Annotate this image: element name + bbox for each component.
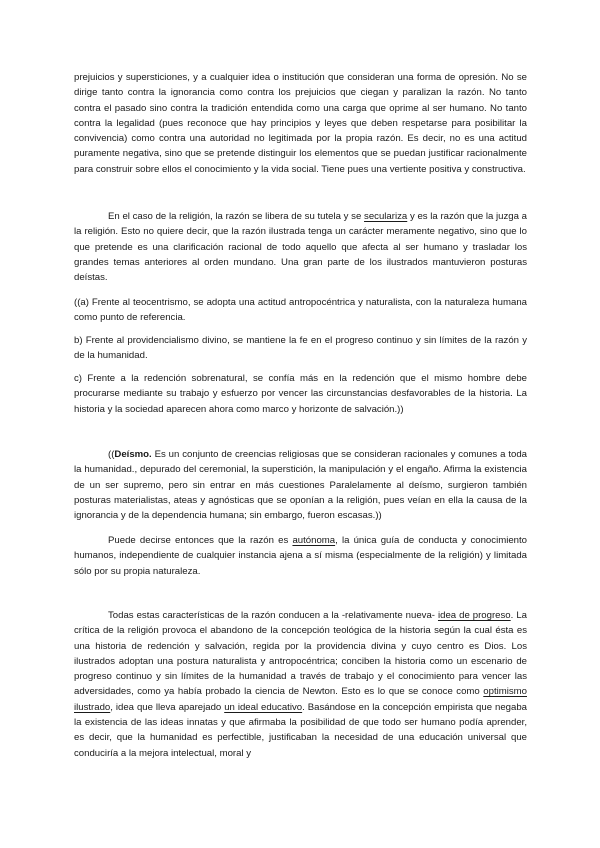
underlined-term: un ideal educativo: [224, 701, 303, 713]
paragraph-1: [74, 70, 527, 177]
underlined-term: optimismo ilustrado: [74, 686, 527, 713]
text-segment: b) Frente al providencialismo divino, se mantiene la fe en el progreso continuo y sin límites de la razón y de la humanidad.: [74, 335, 527, 362]
text-segment: c) Frente a la redención sobrenatural, se confía más en la redención que el mismo hombre debe procurarse mediante su trabajo y esfuerzo por vencer las circunstancias desfavorables de la historia. La historia y la sociedad aparecen ahora como marco y horizonte de salvación.)): [74, 373, 527, 415]
paragraph-4: [74, 333, 527, 364]
paragraph-7: [74, 533, 527, 579]
underlined-term: autónoma: [292, 535, 336, 546]
underlined-term: seculariza: [364, 211, 408, 222]
underlined-term: idea de progreso: [437, 610, 511, 621]
text-segment: En el caso de la religión, la razón se libera de su tutela y se: [108, 211, 365, 222]
paragraph-5: [74, 371, 527, 417]
text-segment: ((a) Frente al teocentrismo, se adopta una actitud antropocéntrica y naturalista, con la naturaleza humana como punto de referencia.: [74, 297, 527, 324]
bold-term: Deísmo.: [114, 449, 152, 460]
paragraph-3: [74, 295, 527, 326]
text-segment: . La crítica de la religión provoca el abandono de la concepción teológica de la historia según la cual ésta es una historia de redención y salvación, regida por la providencia divina y cuyo centro es Dios. Los ilustrados adoptan una postura naturalista y antropocéntrica; conciben la historia como un escenario de progreso continuo y sin límites de la humanidad a través de trabajo y el conocimiento para vencer las adversidades, como ya había probado la ciencia de Newton. Esto es lo que se conoce como: [74, 610, 527, 698]
text-segment: , idea que lleva aparejado: [110, 701, 225, 713]
text-segment: y es la razón que la juzga a la religión. Esto no quiere decir, que la razón ilustrada tenga un carácter meramente negativo, sino que lo que pretende es una clarificación racional de todo aquello que afecta al ser humano y trasladar los grandes temas anteriores al orden mundano. Una gran parte de los ilustrados mantuvieron posturas deístas.: [74, 211, 528, 284]
paragraph-6-deismo: [74, 447, 527, 523]
text-segment: Es un conjunto de creencias religiosas que se consideran racionales y comunes a toda la humanidad., depurado del ceremonial, la superstición, la manipulación y el engaño. Afirma la existencia de un ser supremo, pero sin entrar en más cuestiones Paralelamente al deísmo, surgieron también posturas materialistas, ateas y agnósticas que se oponían a la religión, pues veían en ella la causa de la ignorancia y de la dependencia humana; sin embargo, fueron escasas.)): [74, 449, 527, 522]
text-segment: Puede decirse entonces que la razón es: [108, 535, 293, 546]
text-segment: , la única guía de conducta y conocimiento humanos, independiente de cualquier instancia ajena a sí misma (especialmente de la religión) y limitada sólo por su propia naturaleza.: [74, 535, 527, 577]
paragraph-2: [74, 209, 527, 285]
text-segment: . Basándose en la concepción empirista que negaba la existencia de las ideas innatas y que afirmaba la posibilidad de que todo ser humano podía aprender, es decir, que la humanidad es perfectible, justificaban la necesidad de una educación universal que conduciría a la mejora intelectual, moral y: [74, 701, 527, 759]
paragraph-8: [74, 608, 527, 761]
text-segment: ((: [108, 449, 115, 460]
text-segment: Todas estas características de la razón conducen a la -relativamente nueva-: [108, 610, 438, 621]
text-segment: prejuicios y supersticiones, y a cualquier idea o institución que consideran una forma de opresión. No se dirige tanto contra la ignorancia como contra los prejuicios que ciegan y paralizan la razón. No tanto contra el pasado sino contra la tradición entendida como una carga que oprime al ser humano. No tanto contra la legalidad (pues reconoce que hay principios y leyes que deben respetarse para posibilitar la convivencia) como contra una autoridad no legitimada por la propia razón. Es decir, no es una actitud puramente negativa, sino que se pretende distinguir los elementos que se puedan justificar racionalmente para construir sobre ellos el conocimiento y la vida social. Tiene pues una vertiente positiva y constructiva.: [74, 72, 527, 175]
